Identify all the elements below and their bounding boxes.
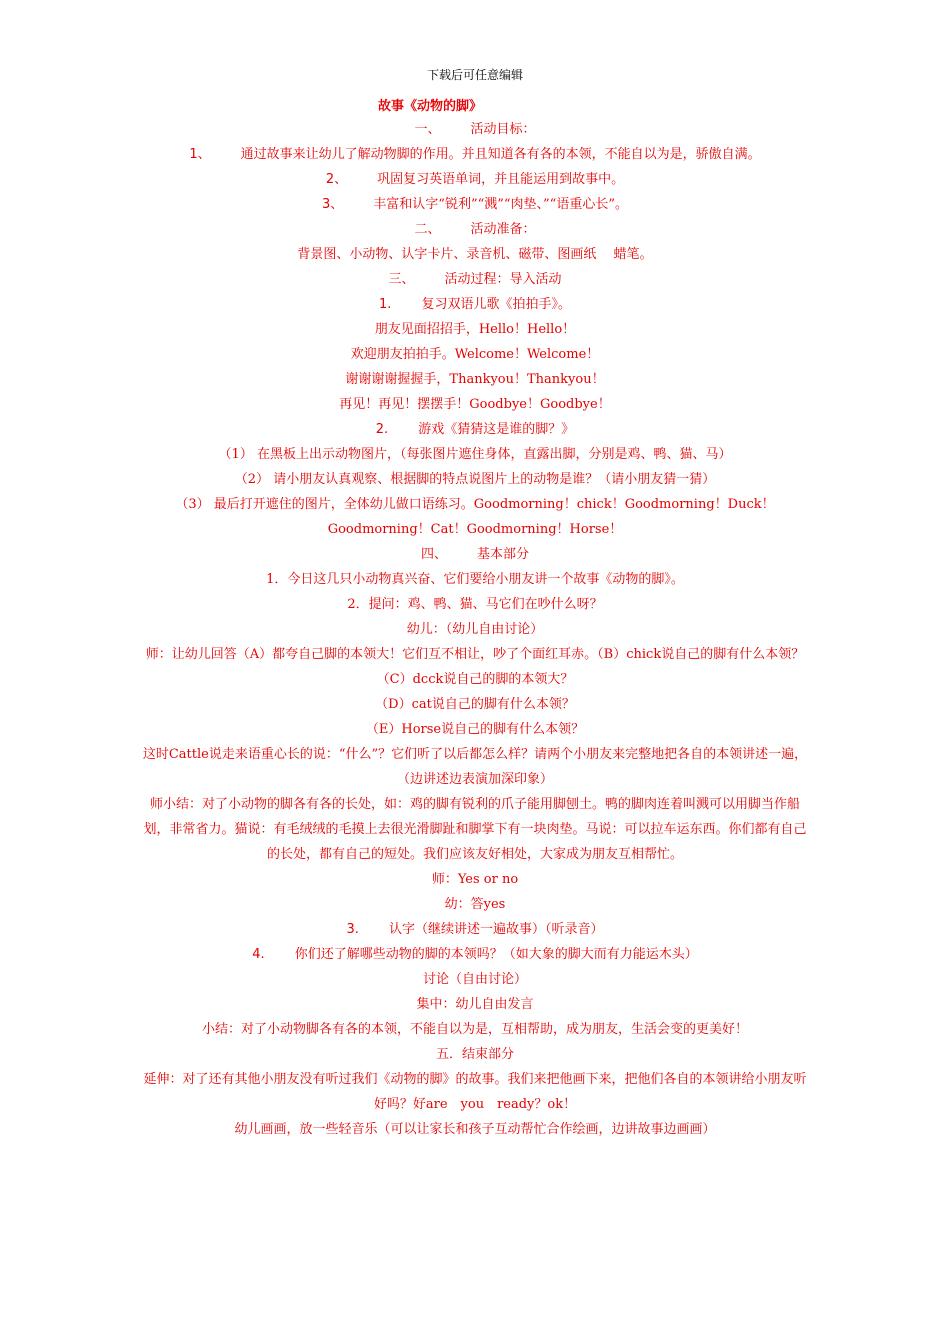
extension-line: 延伸：对了还有其他小朋友没有听过我们《动物的脚》的故事。我们来把他画下来，把他们各自的本领讲给小朋友听好吗？好are you ready？ok！ xyxy=(143,1072,807,1112)
song-line-4: 再见！再见！摆摆手！Goodbye！Goodbye！ xyxy=(339,397,611,412)
basic-heading xyxy=(140,542,810,567)
basic-heading-num: 四、 xyxy=(420,547,447,562)
goal-item-3 xyxy=(140,192,810,217)
discuss-line: 讨论（自由讨论） xyxy=(422,972,527,987)
goal-2-text: 巩固复习英语单词，并且能运用到故事中。 xyxy=(377,172,625,187)
goals-heading-text: 活动目标： xyxy=(470,122,536,137)
prep-heading xyxy=(140,217,810,242)
step-4-text: 你们还了解哪些动物的脚的本领吗？（如大象的脚大而有力能运木头） xyxy=(294,947,698,962)
end-heading: 五．结束部分 xyxy=(435,1047,514,1062)
goal-item-2 xyxy=(140,167,810,192)
child-discuss: 幼儿：（幼儿自由讨论） xyxy=(406,622,544,637)
option-c: （C）dcck说自己的脚的本领大？ xyxy=(376,672,574,687)
step-4-num: 4. xyxy=(252,947,265,962)
basic-heading-text: 基本部分 xyxy=(477,547,530,562)
step-3-num: 3. xyxy=(346,922,359,937)
option-d: （D）cat说自己的脚有什么本领？ xyxy=(375,697,575,712)
process-heading-num: 三、 xyxy=(388,272,415,287)
teacher-yes-no: 师：Yes or no xyxy=(431,872,519,887)
prep-items: 背景图、小动物、认字卡片、录音机、磁带、图画纸 蜡笔。 xyxy=(297,247,653,262)
prep-heading-text: 活动准备： xyxy=(470,222,536,237)
song-line-2: 欢迎朋友拍拍手。Welcome！Welcome！ xyxy=(350,347,600,362)
step-3 xyxy=(140,917,810,942)
step-3-text: 认字（继续讲述一遍故事）（听录音） xyxy=(388,922,604,937)
teacher-summary: 师小结：对了小动物的脚各有各的长处，如：鸡的脚有锐利的爪子能用脚刨土。鸭的脚肉连着叫溅可以用脚当作船划，非常省力。猫说：有毛绒绒的毛摸上去很光滑脚趾和脚掌下有一块肉垫。马说：可以拉车运东西。你们都有自己的长处，都有自己的短处。我们应该友好相处，大家成为朋友互相帮忙。 xyxy=(143,797,807,862)
goal-2-num: 2、 xyxy=(325,172,348,187)
step-1-num: 1. xyxy=(379,297,392,312)
song-line-3: 谢谢谢谢握握手，Thankyou！Thankyou！ xyxy=(345,372,605,387)
goals-heading xyxy=(140,117,810,142)
goal-1-num: 1、 xyxy=(189,147,211,162)
basic-line-1: 1．今日这几只小动物真兴奋、它们要给小朋友讲一个故事《动物的脚》。 xyxy=(266,572,684,587)
basic-line-2: 2．提问：鸡、鸭、猫、马它们在吵什么呀？ xyxy=(347,597,603,612)
summary-line: 小结：对了小动物脚各有各的本领，不能自以为是，互相帮助，成为朋友，生活会变的更美好！ xyxy=(201,1022,748,1037)
song-line-1: 朋友见面招招手，Hello！Hello！ xyxy=(374,322,576,337)
goal-3-text: 丰富和认字“锐利”“溅”“肉垫、”“语重心长”。 xyxy=(373,197,628,212)
cattle-line: 这时Cattle说走来语重心长的说：“什么”？它们听了以后都怎么样？请两个小朋友来完整地把各自的本领讲述一遍，（边讲述边表演加深印象） xyxy=(142,747,808,787)
step-1 xyxy=(140,292,810,317)
game-line-3: （3） 最后打开遮住的图片，全体幼儿做口语练习。Goodmorning！chick！Goodmorning！Duck！Goodmorning！Cat！Goodmorning！Horse！ xyxy=(175,497,775,537)
step-1-text: 复习双语儿歌《拍拍手》。 xyxy=(421,297,571,312)
document-body xyxy=(140,117,810,1142)
step-4 xyxy=(140,942,810,967)
step-2-num: 2. xyxy=(375,422,389,437)
closing-line: 幼儿画画，放一些轻音乐（可以让家长和孩子互动帮忙合作绘画，边讲故事边画画） xyxy=(234,1122,716,1137)
goals-heading-num: 一、 xyxy=(414,122,441,137)
step-2-text: 游戏《猜猜这是谁的脚？》 xyxy=(418,422,575,437)
header-note: 下载后可任意编辑 xyxy=(426,68,523,82)
prep-heading-num: 二、 xyxy=(414,222,441,237)
step-2 xyxy=(140,417,810,442)
option-e: （E）Horse说自己的脚有什么本领？ xyxy=(365,722,585,737)
teacher-ask: 师：让幼儿回答（A）都夸自己脚的本领大！它们互不相让，吵了个面红耳赤。（B）chick说自己的脚有什么本领？ xyxy=(145,647,805,662)
game-line-2: （2） 请小朋友认真观察、根据脚的特点说图片上的动物是谁？（请小朋友猜一猜） xyxy=(234,472,716,487)
game-line-1: （1） 在黑板上出示动物图片，（每张图片遮住身体，直露出脚，分别是鸡、鸭、猫、马） xyxy=(218,447,732,462)
child-yes: 幼：答yes xyxy=(444,897,506,912)
goal-1-text: 通过故事来让幼儿了解动物脚的作用。并且知道各有各的本领，不能自以为是，骄傲自满。 xyxy=(240,147,761,162)
process-heading-text: 活动过程：导入活动 xyxy=(444,272,562,287)
process-heading xyxy=(140,267,810,292)
goal-3-num: 3、 xyxy=(322,197,344,212)
goal-item-1 xyxy=(140,142,810,167)
gather-line: 集中：幼儿自由发言 xyxy=(416,997,534,1012)
document-title: 故事《动物的脚》 xyxy=(377,99,482,114)
